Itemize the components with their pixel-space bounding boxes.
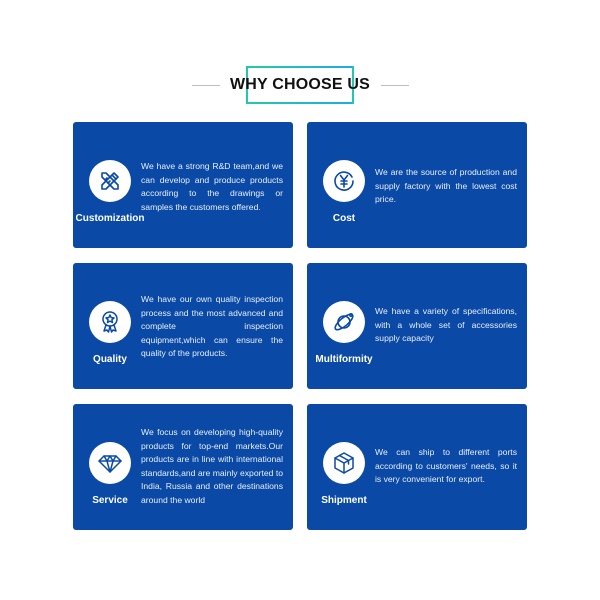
feature-card-cost [307,122,527,248]
feature-label: Quality [93,354,127,365]
feature-label: Cost [332,213,356,224]
feature-card-multiformity [307,263,527,389]
feature-description: We are the source of production and supply factory with the lowest cost price. [375,167,517,205]
feature-card-customization [73,122,293,248]
feature-card-service [73,404,293,530]
feature-description: We focus on developing high-quality products for top-end markets.Our products are in line with international standards,and are mainly exported to India, Russia and other destinations around the world [141,427,283,505]
feature-label: Customization [75,213,145,224]
award-medal-icon [89,301,131,343]
feature-description: We have our own quality inspection process and the most advanced and complete inspection equipment,which can ensure the quality of the products. [141,294,283,359]
yen-coin-icon [323,160,365,202]
pencil-ruler-icon [89,160,131,202]
diamond-icon [89,442,131,484]
feature-description: We have a strong R&D team,and we can develop and produce products according to the drawings or samples the customers offered. [141,161,283,212]
feature-label: Multiformity [315,354,373,365]
planet-orbit-icon [323,301,365,343]
page-title: WHY CHOOSE US [229,76,371,93]
feature-card-quality [73,263,293,389]
feature-label: Service [92,495,128,506]
feature-description: We have a variety of specifications, with a whole set of accessories supply capacity [375,306,517,344]
package-box-icon [323,442,365,484]
feature-description: We can ship to different ports according to customers' needs, so it is very convenient for export. [375,447,517,485]
feature-card-shipment [307,404,527,530]
feature-label: Shipment [321,495,367,506]
